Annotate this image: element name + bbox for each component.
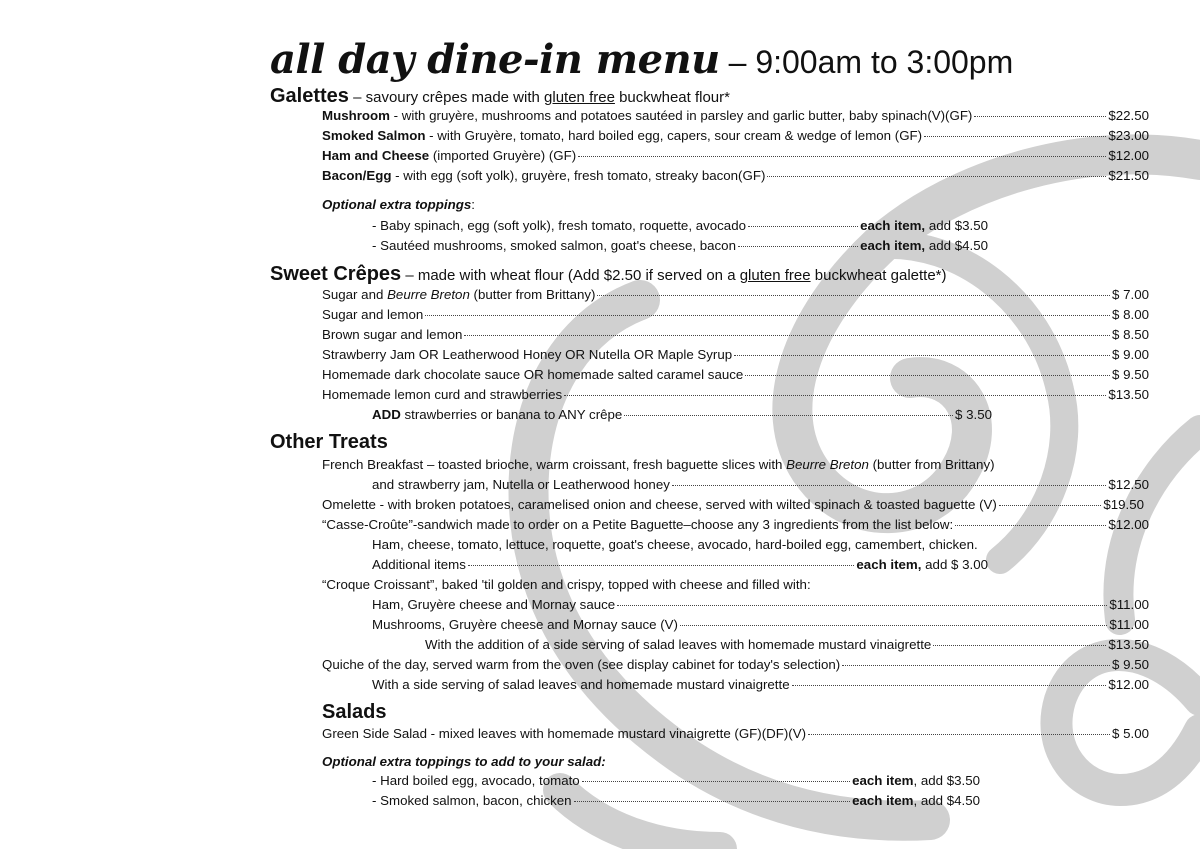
item-text: Green Side Salad - mixed leaves with homemade mustard vinaigrette (GF)(DF)(V) [322,726,807,741]
menu-item [322,305,1149,325]
each-item-label: each item [852,793,914,808]
optional-label-text: Optional extra toppings [322,197,472,212]
topping-text: - Smoked salmon, bacon, chicken [372,793,572,808]
fb-text-post: (butter from Brittany) [868,457,995,472]
galettes-list [322,106,1149,186]
galettes-sub-pre: – savoury crêpes made with [348,89,545,106]
topping-text: - Baby spinach, egg (soft yolk), fresh tomato, roquette, avocado [372,218,746,233]
fb-text: French Breakfast – toasted brioche, warm croissant, fresh baguette slices with [322,457,787,472]
each-item-label: each item, [860,218,926,233]
item-desc: (imported Gruyère) (GF) [429,148,577,163]
item-name: Bacon/Egg [322,168,392,183]
item-price: $12.00 [1108,517,1149,532]
item-price: $ 7.00 [1112,287,1149,302]
other-treats-heading [270,430,388,454]
item-price: add $ 3.00 [921,557,988,572]
sweet-heading-text: Sweet Crêpes [270,263,402,285]
item-text: With a side serving of salad leaves and homemade mustard vinaigrette [372,677,790,692]
quiche-salad-row [372,675,1149,695]
french-breakfast-line2 [372,475,1149,495]
item-text: “Casse-Croûte”-sandwich made to order on a Petite Baguette–choose any 3 ingredients from the list below: [322,517,954,532]
item-text: Ham, Gruyère cheese and Mornay sauce [372,597,616,612]
menu-item [322,325,1149,345]
item-desc: - with egg (soft yolk), gruyère, fresh tomato, streaky bacon(GF) [391,168,766,183]
item-desc: - with Gruyère, tomato, hard boiled egg, capers, sour cream & wedge of lemon (GF) [425,128,923,143]
item-text: Additional items [372,557,466,572]
menu-item [322,365,1149,385]
salads-heading-text: Salads [322,701,387,723]
additional-items-row [372,555,988,575]
item-price: $21.50 [1108,168,1149,183]
topping-row [372,216,988,236]
topping-text: - Hard boiled egg, avocado, tomato [372,773,580,788]
topping-price: , add $3.50 [913,773,980,788]
item-price: $11.00 [1109,597,1149,612]
sweet-sub-gf: gluten free [739,267,811,284]
croque-croissant-intro: “Croque Croissant”, baked 'til golden and crispy, topped with cheese and filled with: [322,577,811,592]
menu-title [270,36,1013,86]
item-text: and strawberry jam, Nutella or Leatherwood honey [372,477,670,492]
green-salad-row [322,724,1149,744]
item-desc: - with gruyère, mushrooms and potatoes sautéed in parsley and garlic butter, baby spinach(V)(GF) [389,108,973,123]
menu-item [322,106,1149,126]
item-price: $13.50 [1108,387,1149,402]
item-price: $12.50 [1108,477,1149,492]
french-breakfast-line1 [322,455,995,475]
item-price: $13.50 [1108,637,1149,652]
item-text: With the addition of a side serving of salad leaves with homemade mustard vinaigrette [425,637,932,652]
item-price: $12.00 [1108,148,1149,163]
item-name: Mushroom [322,108,390,123]
fb-italic: Beurre Breton [786,457,869,472]
sweet-sub-pre: – made with wheat flour (Add $2.50 if served on a [401,267,740,284]
each-item-label: each item, [856,557,922,572]
galettes-sub-post: buckwheat flour* [614,89,730,106]
topping-row [372,771,980,791]
optional-colon: : [471,197,475,212]
galettes-heading-text: Galettes [270,85,349,107]
item-text: Quiche of the day, served warm from the oven (see display cabinet for today's selection) [322,657,841,672]
item-price: $19.50 [1103,497,1144,512]
item-price: $11.00 [1109,617,1149,632]
item-name: Smoked Salmon [322,128,426,143]
omelette-row [322,495,1144,515]
topping-text: - Sautéed mushrooms, smoked salmon, goat's cheese, bacon [372,238,736,253]
casse-croute-row [322,515,1149,535]
item-price: $ 8.50 [1112,327,1149,342]
menu-item [322,126,1149,146]
item-price: $22.50 [1108,108,1149,123]
other-heading-text: Other Treats [270,431,388,453]
item-text: Brown sugar and lemon [322,327,463,342]
galettes-toppings [372,216,988,256]
menu-item [322,146,1149,166]
croque-row-1 [372,595,1149,615]
topping-price: , add $4.50 [913,793,980,808]
item-price: $ 9.00 [1112,347,1149,362]
menu-item [322,345,1149,365]
item-text: Sugar and [322,287,388,302]
item-text: Omelette - with broken potatoes, caramelised onion and cheese, served with wilted spinach & toasted baguette (V) [322,497,997,512]
item-price: $23.00 [1108,128,1149,143]
item-text: Homemade lemon curd and strawberries [322,387,563,402]
galettes-sub-gf: gluten free [544,89,615,106]
item-text: (butter from Brittany) [469,287,596,302]
salad-toppings [372,771,980,811]
item-price: $12.00 [1108,677,1149,692]
menu-item [322,285,1149,305]
menu-item [322,166,1149,186]
add-text: strawberries or banana to ANY crêpe [400,407,623,422]
galettes-optional-label [322,195,475,215]
item-italic: Beurre Breton [387,287,470,302]
item-price: $ 9.50 [1112,367,1149,382]
salads-optional-label: Optional extra toppings to add to your salad: [322,754,606,769]
quiche-row [322,655,1149,675]
item-text: Sugar and lemon [322,307,424,322]
croque-row-2 [372,615,1149,635]
sweet-sub-post: buckwheat galette*) [810,267,947,284]
topping-row [372,236,988,256]
sweet-list [322,285,1149,405]
menu-item [322,385,1149,405]
menu-title-main: all day dine-in menu [270,36,720,83]
topping-row [372,791,980,811]
add-price: $ 3.50 [955,407,992,422]
each-item-label: each item, [860,238,926,253]
croque-row-3 [425,635,1149,655]
item-text: Mushrooms, Gruyère cheese and Mornay sauce (V) [372,617,678,632]
item-name: Ham and Cheese [322,148,430,163]
item-price: $ 9.50 [1112,657,1149,672]
item-text: Strawberry Jam OR Leatherwood Honey OR Nutella OR Maple Syrup [322,347,733,362]
item-price: $ 8.00 [1112,307,1149,322]
add-label: ADD [372,407,401,422]
casse-croute-ingredients: Ham, cheese, tomato, lettuce, roquette, goat's cheese, avocado, hard-boiled egg, camembert, chicken. [372,537,978,552]
item-price: $ 5.00 [1112,726,1149,741]
sweet-add-row [372,405,992,425]
topping-price: add $3.50 [925,218,988,233]
salads-heading [322,700,386,724]
item-text: Homemade dark chocolate sauce OR homemade salted caramel sauce [322,367,744,382]
each-item-label: each item [852,773,914,788]
topping-price: add $4.50 [925,238,988,253]
menu-hours: – 9:00am to 3:00pm [719,44,1014,80]
